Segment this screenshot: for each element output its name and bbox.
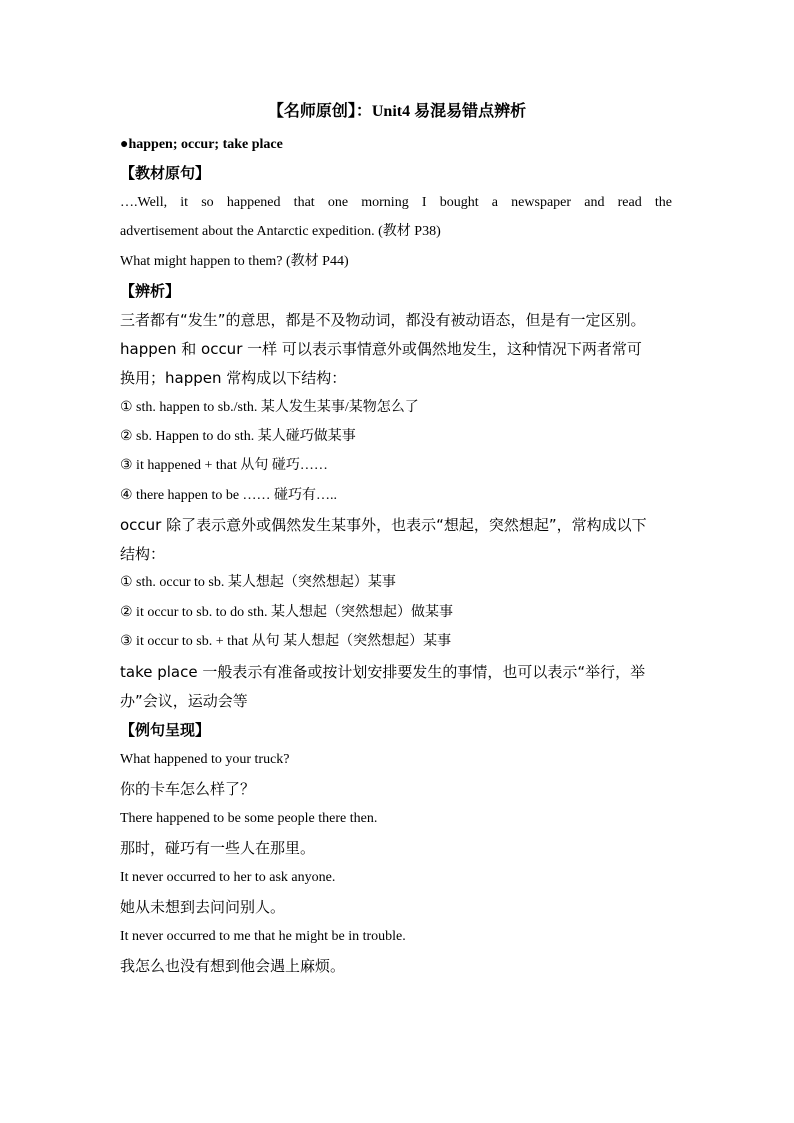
textbook-sentence-2: What might happen to them? (教材 P44) (120, 254, 349, 269)
example-en-4: It never occurred to me that he might be in trouble. (120, 929, 406, 944)
analysis-intro-1: 三者都有“发生”的意思，都是不及物动词，都没有被动语态，但是有一定区别。 (120, 311, 646, 329)
occur-structure-3: ③ it occur to sb. + that 从句 某人想起（突然想起）某事 (120, 634, 452, 649)
analysis-intro-2: happen 和 occur 一样 可以表示事情意外或偶然地发生，这种情况下两者常可 (120, 340, 642, 358)
example-en-3: It never occurred to her to ask anyone. (120, 870, 336, 885)
take-place-desc-2: 办”会议，运动会等 (120, 692, 248, 710)
section-heading-textbook: 【教材原句】 (120, 164, 211, 182)
textbook-sentence-1a: ….Well, it so happened that one morning I bought a newspaper and read the (120, 195, 672, 210)
take-place-desc-1: take place 一般表示有准备或按计划安排要发生的事情，也可以表示“举行，举 (120, 663, 646, 681)
example-cn-2: 那时，碰巧有一些人在那里。 (120, 839, 316, 857)
section-heading-analysis: 【辨析】 (120, 282, 181, 300)
occur-desc-2: 结构： (120, 545, 166, 563)
happen-structure-2: ② sb. Happen to do sth. 某人碰巧做某事 (120, 429, 356, 444)
textbook-sentence-1b: advertisement about the Antarctic expedition. (教材 P38) (120, 224, 441, 239)
occur-structure-1: ① sth. occur to sb. 某人想起（突然想起）某事 (120, 575, 396, 590)
example-en-2: There happened to be some people there then. (120, 811, 378, 826)
section-heading-examples: 【例句呈现】 (120, 721, 211, 739)
page-title: 【名师原创】：Unit4 易混易错点辨析 (267, 103, 527, 120)
example-cn-4: 我怎么也没有想到他会遇上麻烦。 (120, 957, 346, 975)
topic-heading: ●happen; occur; take place (120, 137, 283, 152)
happen-structure-3: ③ it happened + that 从句 碰巧…… (120, 458, 328, 473)
occur-structure-2: ② it occur to sb. to do sth. 某人想起（突然想起）做某事 (120, 605, 453, 620)
analysis-intro-3: 换用；happen 常构成以下结构： (120, 369, 347, 387)
happen-structure-1: ① sth. happen to sb./sth. 某人发生某事/某物怎么了 (120, 400, 419, 415)
example-en-1: What happened to your truck? (120, 752, 290, 767)
occur-desc-1: occur 除了表示意外或偶然发生某事外，也表示“想起，突然想起”，常构成以下 (120, 516, 647, 534)
happen-structure-4: ④ there happen to be …… 碰巧有….. (120, 488, 338, 503)
example-cn-1: 你的卡车怎么样了？ (120, 780, 256, 798)
example-cn-3: 她从未想到去问问别人。 (120, 898, 286, 916)
